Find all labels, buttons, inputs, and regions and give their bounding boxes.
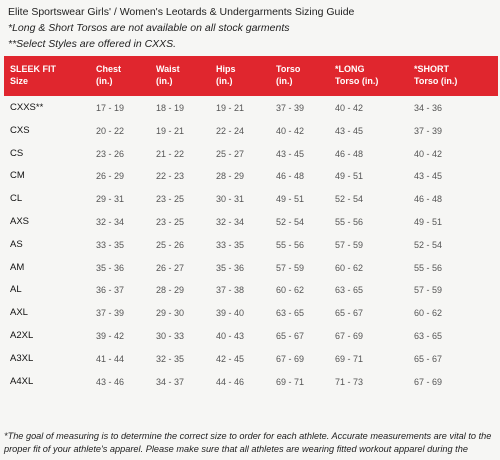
size-cell: CXS — [10, 124, 30, 136]
torso-cell: 52 - 54 — [276, 216, 305, 227]
torso-cell: 63 - 65 — [276, 308, 305, 319]
size-cell: AXS — [10, 215, 30, 227]
torso-cell: 43 - 45 — [276, 148, 305, 159]
header-torso-line: Torso — [276, 64, 301, 74]
hips-cell: 30 - 31 — [216, 194, 245, 205]
header-waist-line: (in.) — [156, 76, 173, 86]
short-torso-cell: 46 - 48 — [414, 194, 443, 205]
long-torso-cell: 43 - 45 — [335, 125, 364, 136]
short-torso-cell: 34 - 36 — [414, 103, 443, 113]
hips-cell: 35 - 36 — [216, 262, 245, 273]
short-torso-cell: 37 - 39 — [414, 125, 443, 136]
header-hips — [216, 63, 236, 87]
long-torso-cell: 63 - 65 — [335, 285, 364, 296]
chest-cell: 43 - 46 — [96, 376, 125, 387]
short-torso-cell: 52 - 54 — [414, 239, 443, 250]
table-body — [4, 96, 498, 392]
hips-cell: 19 - 21 — [216, 103, 245, 113]
table-row — [4, 119, 498, 142]
short-torso-cell: 65 - 67 — [414, 353, 443, 364]
waist-cell: 22 - 23 — [156, 171, 185, 182]
torso-cell: 69 - 71 — [276, 376, 305, 387]
hips-cell: 40 - 43 — [216, 330, 245, 341]
short-torso-cell: 49 - 51 — [414, 216, 443, 227]
hips-cell: 39 - 40 — [216, 308, 245, 319]
chest-cell: 26 - 29 — [96, 171, 125, 182]
size-cell: A4XL — [10, 375, 34, 387]
long-torso-cell: 40 - 42 — [335, 103, 364, 113]
short-torso-cell: 67 - 69 — [414, 376, 443, 387]
table-row — [4, 347, 498, 370]
page-title: Elite Sportswear Girls' / Women's Leotards & Undergarments Sizing Guide — [8, 6, 355, 18]
hips-cell: 44 - 46 — [216, 376, 245, 387]
waist-cell: 30 - 33 — [156, 330, 185, 341]
long-torso-cell: 69 - 71 — [335, 353, 364, 364]
waist-cell: 23 - 25 — [156, 194, 185, 205]
size-cell: CL — [10, 193, 23, 205]
torso-cell: 67 - 69 — [276, 353, 305, 364]
header-torso-line: (in.) — [276, 76, 293, 86]
torso-cell: 46 - 48 — [276, 171, 305, 182]
header-long-torso — [335, 63, 378, 87]
waist-cell: 23 - 25 — [156, 216, 185, 227]
size-cell: AXL — [10, 307, 28, 319]
hips-cell: 22 - 24 — [216, 125, 245, 136]
waist-cell: 25 - 26 — [156, 239, 185, 250]
table-row — [4, 96, 498, 119]
cxxs-note: **Select Styles are offered in CXXS. — [8, 38, 177, 50]
torso-availability-note: *Long & Short Torsos are not available on all stock garments — [8, 22, 290, 34]
table-row — [4, 370, 498, 393]
long-torso-cell: 57 - 59 — [335, 239, 364, 250]
header-hips-line: (in.) — [216, 76, 233, 86]
long-torso-cell: 46 - 48 — [335, 148, 364, 159]
chest-cell: 32 - 34 — [96, 216, 125, 227]
table-row — [4, 278, 498, 301]
waist-cell: 34 - 37 — [156, 376, 185, 387]
header-chest-line: (in.) — [96, 76, 113, 86]
torso-cell: 65 - 67 — [276, 330, 305, 341]
chest-cell: 41 - 44 — [96, 353, 125, 364]
chest-cell: 29 - 31 — [96, 194, 125, 205]
sizing-table — [4, 56, 498, 392]
long-torso-cell: 52 - 54 — [335, 194, 364, 205]
size-cell: AM — [10, 261, 25, 273]
hips-cell: 37 - 38 — [216, 285, 245, 296]
waist-cell: 19 - 21 — [156, 125, 185, 136]
table-row — [4, 324, 498, 347]
chest-cell: 35 - 36 — [96, 262, 125, 273]
short-torso-cell: 57 - 59 — [414, 285, 443, 296]
torso-cell: 57 - 59 — [276, 262, 305, 273]
short-torso-cell: 60 - 62 — [414, 308, 443, 319]
waist-cell: 26 - 27 — [156, 262, 185, 273]
waist-cell: 32 - 35 — [156, 353, 185, 364]
header-short-torso-line: *SHORT — [414, 64, 450, 74]
header-torso — [276, 63, 300, 87]
hips-cell: 33 - 35 — [216, 239, 245, 250]
size-cell: CM — [10, 170, 25, 182]
footer-line-1: *The goal of measuring is to determine the correct size to order for each athlete. Accurate measurements are vital to the — [4, 431, 492, 441]
header-size-line: Size — [10, 76, 29, 86]
size-cell: AL — [10, 284, 22, 296]
chest-cell: 37 - 39 — [96, 308, 125, 319]
chest-cell: 17 - 19 — [96, 103, 125, 113]
hips-cell: 25 - 27 — [216, 148, 245, 159]
table-row — [4, 256, 498, 279]
table-row — [4, 301, 498, 324]
chest-cell: 36 - 37 — [96, 285, 125, 296]
long-torso-cell: 60 - 62 — [335, 262, 364, 273]
header-size — [10, 63, 56, 87]
table-row — [4, 210, 498, 233]
header-short-torso-line: Torso (in.) — [414, 76, 458, 86]
short-torso-cell: 63 - 65 — [414, 330, 443, 341]
torso-cell: 60 - 62 — [276, 285, 305, 296]
long-torso-cell: 71 - 73 — [335, 376, 364, 387]
footer-line-2: proper fit of your athlete's apparel. Please make sure that all athletes are wearing fitted workout apparel during the — [4, 444, 468, 454]
table-row — [4, 142, 498, 165]
header-long-torso-line: Torso (in.) — [335, 76, 379, 86]
header-waist — [156, 63, 180, 87]
size-cell: AS — [10, 238, 23, 250]
long-torso-cell: 49 - 51 — [335, 171, 364, 182]
chest-cell: 39 - 42 — [96, 330, 125, 341]
short-torso-cell: 40 - 42 — [414, 148, 443, 159]
header-chest — [96, 63, 121, 87]
short-torso-cell: 55 - 56 — [414, 262, 443, 273]
size-cell: CXXS** — [10, 102, 44, 113]
chest-cell: 33 - 35 — [96, 239, 125, 250]
size-cell: CS — [10, 147, 24, 159]
torso-cell: 55 - 56 — [276, 239, 305, 250]
torso-cell: 49 - 51 — [276, 194, 305, 205]
long-torso-cell: 65 - 67 — [335, 308, 364, 319]
waist-cell: 18 - 19 — [156, 103, 185, 113]
chest-cell: 23 - 26 — [96, 148, 125, 159]
header-chest-line: Chest — [96, 64, 122, 74]
table-row — [4, 164, 498, 187]
table-row — [4, 233, 498, 256]
long-torso-cell: 55 - 56 — [335, 216, 364, 227]
waist-cell: 21 - 22 — [156, 148, 185, 159]
waist-cell: 28 - 29 — [156, 285, 185, 296]
header-hips-line: Hips — [216, 64, 236, 74]
torso-cell: 40 - 42 — [276, 125, 305, 136]
long-torso-cell: 67 - 69 — [335, 330, 364, 341]
short-torso-cell: 43 - 45 — [414, 171, 443, 182]
table-row — [4, 187, 498, 210]
table-header — [4, 56, 498, 96]
waist-cell: 29 - 30 — [156, 308, 185, 319]
size-cell: A2XL — [10, 329, 34, 341]
hips-cell: 28 - 29 — [216, 171, 245, 182]
header-long-torso-line: *LONG — [335, 64, 365, 74]
header-size-line: SLEEK FIT — [10, 64, 57, 74]
footer-note — [4, 430, 498, 456]
size-cell: A3XL — [10, 352, 34, 364]
torso-cell: 37 - 39 — [276, 103, 305, 113]
hips-cell: 32 - 34 — [216, 216, 245, 227]
hips-cell: 42 - 45 — [216, 353, 245, 364]
chest-cell: 20 - 22 — [96, 125, 125, 136]
header-short-torso — [414, 63, 457, 87]
header-waist-line: Waist — [156, 64, 180, 74]
